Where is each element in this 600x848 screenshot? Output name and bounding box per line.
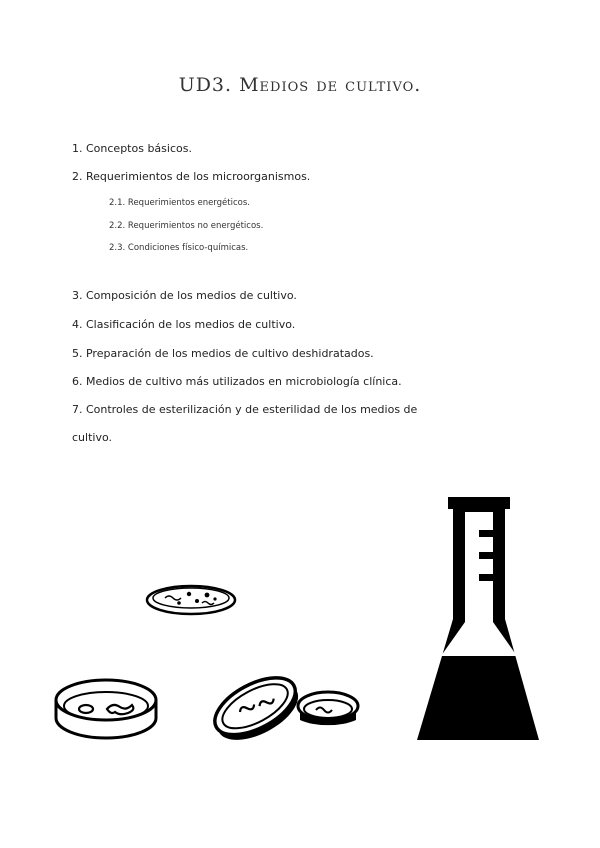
list-item-6: 6. Medios de cultivo más utilizados en microbiología clínica.: [72, 375, 402, 388]
list-item-7-continuation: cultivo.: [72, 431, 112, 444]
list-item-2: 2. Requerimientos de los microorganismos.: [72, 170, 311, 183]
list-item-7: 7. Controles de esterilización y de esterilidad de los medios de: [72, 403, 418, 416]
petri-dish-small-icon: [145, 583, 237, 617]
sublist-item-2-3: 2.3. Condiciones físico-químicas.: [109, 243, 249, 253]
list-item-1: 1. Conceptos básicos.: [72, 142, 192, 155]
sublist-item-2-1: 2.1. Requerimientos energéticos.: [109, 198, 250, 208]
petri-dish-pair-icon: [210, 664, 360, 744]
list-item-5: 5. Preparación de los medios de cultivo deshidratados.: [72, 347, 374, 360]
sublist-item-2-2: 2.2. Requerimientos no energéticos.: [109, 221, 264, 231]
page-title: UD3. Medios de cultivo.: [178, 74, 422, 96]
list-item-3: 3. Composición de los medios de cultivo.: [72, 289, 297, 302]
petri-dish-open-icon: [52, 676, 160, 742]
list-item-4: 4. Clasificación de los medios de cultivo.: [72, 318, 296, 331]
erlenmeyer-flask-icon: [415, 494, 543, 742]
